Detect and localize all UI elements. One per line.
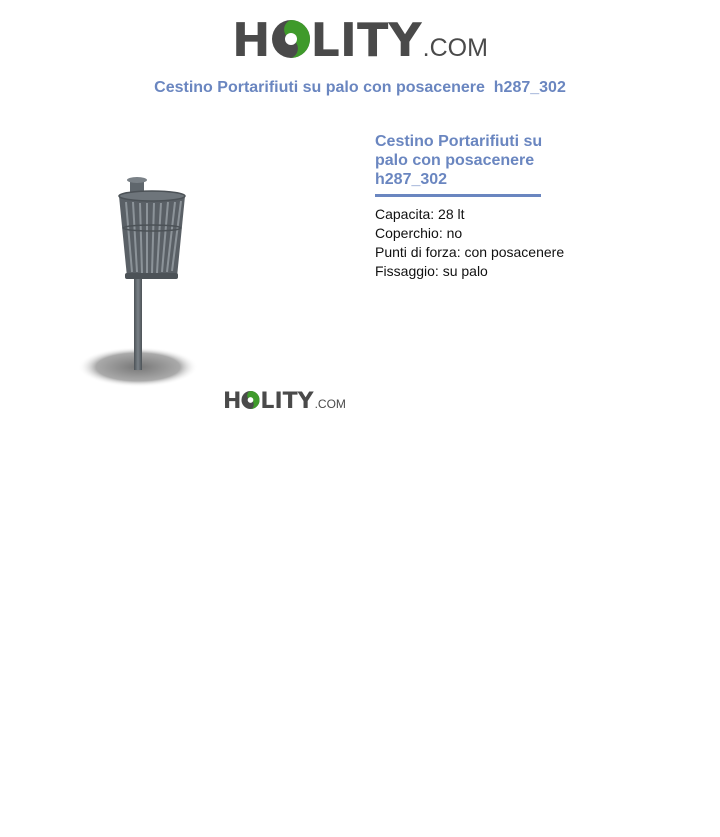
spec-list [375,205,564,281]
logo-text-prefix: H [232,13,271,67]
heading-divider [375,194,541,197]
logo-domain: .COM [422,34,488,62]
watermark-domain: .COM [314,397,346,411]
logo-swirl-icon [271,16,311,67]
page-title: Cestino Portarifiuti su palo con posacenere h287_302 [154,79,566,96]
spec-mounting: Fissaggio: su palo [375,263,488,279]
logo-text-suffix: LITY [310,13,422,67]
product-name-heading: Cestino Portarifiuti su palo con posacenere h287_302 [375,133,543,188]
site-logo[interactable] [0,10,720,67]
watermark-text-prefix: H [223,389,242,414]
spec-capacity: Capacita: 28 lt [375,206,465,222]
product-image [70,170,210,395]
watermark-swirl-icon [241,389,260,416]
spec-lid: Coperchio: no [375,225,463,241]
watermark-text-suffix: LITY [260,389,314,414]
watermark-logo [223,386,346,413]
spec-strengths: Punti di forza: con posacenere [375,244,565,260]
